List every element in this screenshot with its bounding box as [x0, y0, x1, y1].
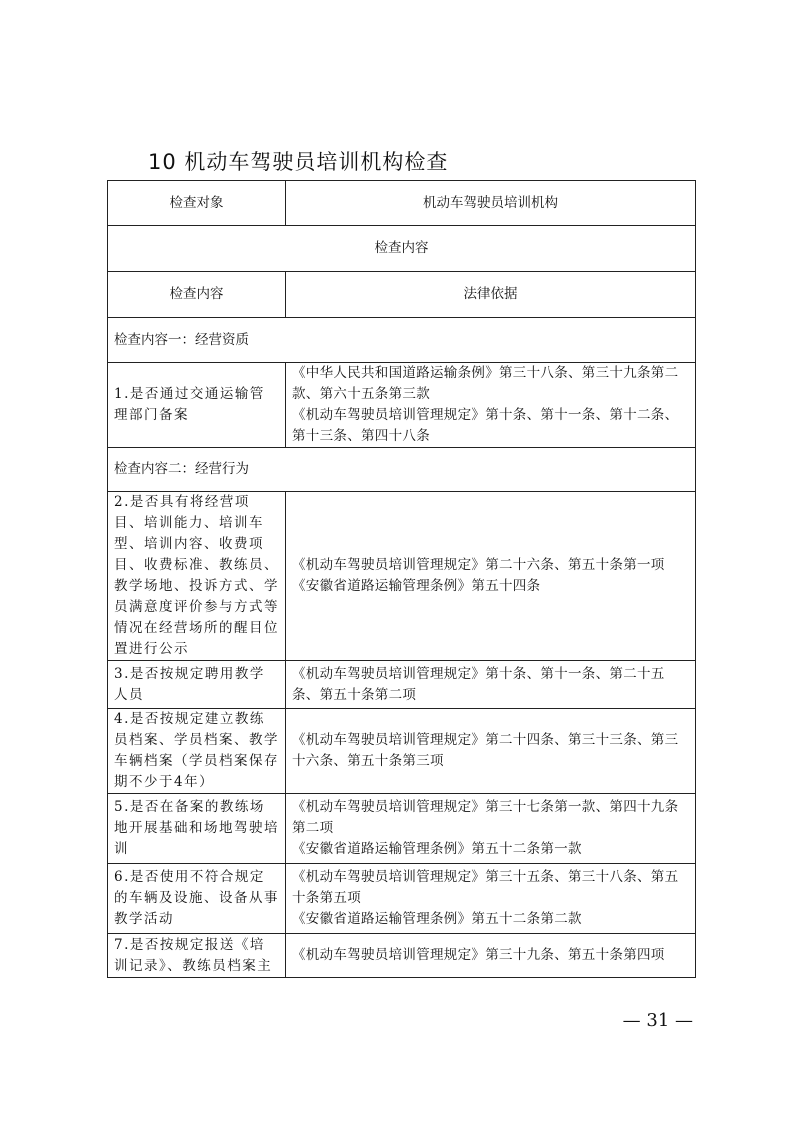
- table-row: [108, 363, 696, 448]
- check-item: 7.是否按规定报送《培训记录》、教练员档案主: [108, 934, 286, 978]
- inspection-table: [107, 180, 696, 978]
- content-heading: 检查内容: [108, 226, 696, 272]
- check-item: 2.是否具有将经营项目、培训能力、培训车型、培训内容、收费项目、收费标准、教练员、教学场地、投诉方式、学员满意度评价参与方式等情况在经营场所的醒目位置进行公示: [108, 492, 286, 661]
- legal-basis-line: 《安徽省道路运输管理条例》第五十二条第一款: [292, 841, 582, 857]
- legal-basis-line: 《机动车驾驶员培训管理规定》第二十四条、第三十三条、第三十六条、第五十条第三项: [292, 732, 679, 769]
- page-number: — 31 —: [622, 1010, 693, 1031]
- section-heading: 检查内容二：经营行为: [108, 448, 696, 492]
- page-title: 10 机动车驾驶员培训机构检查: [148, 150, 449, 174]
- table-row: [108, 709, 696, 794]
- legal-basis-line: 《机动车驾驶员培训管理规定》第三十五条、第三十八条、第五十条第五项: [292, 869, 679, 906]
- legal-basis: [286, 934, 696, 978]
- check-item: 5.是否在备案的教练场地开展基础和场地驾驶培训: [108, 794, 286, 864]
- legal-basis-line: 《中华人民共和国道路运输条例》第三十八条、第三十九条第二款、第六十五条第三款: [292, 365, 679, 402]
- check-item: 6.是否使用不符合规定的车辆及设施、设备从事教学活动: [108, 864, 286, 934]
- legal-basis: [286, 709, 696, 794]
- object-value: 机动车驾驶员培训机构: [286, 181, 696, 226]
- table-row: [108, 661, 696, 709]
- header-object-row: [108, 181, 696, 226]
- table-row: [108, 864, 696, 934]
- column-header-row: [108, 272, 696, 318]
- section-heading-row: [108, 448, 696, 492]
- legal-basis: [286, 363, 696, 448]
- legal-basis-line: 《机动车驾驶员培训管理规定》第二十六条、第五十条第一项: [292, 557, 665, 573]
- content-heading-row: [108, 226, 696, 272]
- legal-basis: [286, 794, 696, 864]
- legal-basis-line: 《机动车驾驶员培训管理规定》第三十九条、第五十条第四项: [292, 947, 665, 963]
- legal-basis-line: 《机动车驾驶员培训管理规定》第十条、第十一条、第二十五条、第五十条第二项: [292, 665, 665, 703]
- legal-basis-line: 《机动车驾驶员培训管理规定》第十条、第十一条、第十二条、第十三条、第四十八条: [292, 407, 679, 444]
- legal-basis: [286, 661, 696, 709]
- legal-basis-line: 《安徽省道路运输管理条例》第五十四条: [292, 578, 541, 594]
- legal-basis-line: 《安徽省道路运输管理条例》第五十二条第二款: [292, 911, 582, 927]
- table-row: [108, 934, 696, 978]
- check-item: 1.是否通过交通运输管理部门备案: [108, 363, 286, 448]
- column-header-basis: 法律依据: [286, 272, 696, 318]
- check-item: 4.是否按规定建立教练员档案、学员档案、教学车辆档案（学员档案保存期不少于4年）: [108, 709, 286, 794]
- table-row: [108, 794, 696, 864]
- legal-basis-line: 《机动车驾驶员培训管理规定》第三十七条第一款、第四十九条第二项: [292, 799, 679, 836]
- column-header-content: 检查内容: [108, 272, 286, 318]
- object-label: 检查对象: [108, 181, 286, 226]
- legal-basis: [286, 492, 696, 661]
- legal-basis: [286, 864, 696, 934]
- check-item: 3.是否按规定聘用教学人员: [108, 661, 286, 709]
- section-heading-row: [108, 318, 696, 363]
- section-heading: 检查内容一：经营资质: [108, 318, 696, 363]
- table-row: [108, 492, 696, 661]
